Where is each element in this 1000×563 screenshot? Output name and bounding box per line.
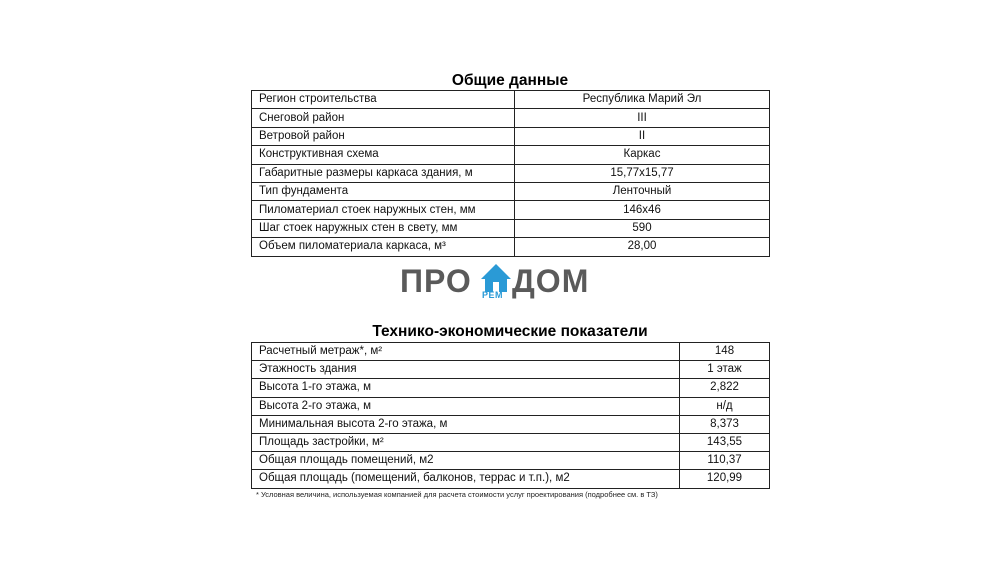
row-value: Каркас	[515, 146, 770, 164]
row-value: 143,55	[680, 433, 770, 451]
table-row	[252, 379, 770, 397]
table-row	[252, 433, 770, 451]
row-value: Ленточный	[515, 182, 770, 200]
row-label: Тип фундамента	[252, 182, 515, 200]
table-row	[252, 127, 770, 145]
row-label: Высота 1-го этажа, м	[252, 379, 680, 397]
table-row	[252, 201, 770, 219]
row-value: 146x46	[515, 201, 770, 219]
table-row	[252, 91, 770, 109]
row-label: Шаг стоек наружных стен в свету, мм	[252, 219, 515, 237]
general-data-table	[251, 90, 770, 257]
table-row	[252, 182, 770, 200]
row-label: Общая площадь помещений, м2	[252, 452, 680, 470]
row-value: 8,373	[680, 415, 770, 433]
row-value: 28,00	[515, 238, 770, 256]
table-row	[252, 470, 770, 488]
table-row	[252, 452, 770, 470]
table-row	[252, 343, 770, 361]
logo-left-text: ПРО	[400, 263, 472, 299]
tech-indicators-title: Технико-экономические показатели	[372, 323, 648, 340]
row-label: Габаритные размеры каркаса здания, м	[252, 164, 515, 182]
table-row	[252, 397, 770, 415]
logo-right-text: ДОМ	[512, 263, 590, 299]
row-value: II	[515, 127, 770, 145]
row-value: 2,822	[680, 379, 770, 397]
row-value: 148	[680, 343, 770, 361]
row-value: 15,77x15,77	[515, 164, 770, 182]
row-label: Регион строительства	[252, 91, 515, 109]
row-label: Высота 2-го этажа, м	[252, 397, 680, 415]
row-label: Общая площадь (помещений, балконов, террас и т.п.), м2	[252, 470, 680, 488]
row-label: Ветровой район	[252, 127, 515, 145]
row-label: Этажность здания	[252, 361, 680, 379]
footnote: * Условная величина, используемая компанией для расчета стоимости услуг проектирования (подробнее см. в ТЗ)	[256, 490, 658, 499]
row-label: Объем пиломатериала каркаса, м³	[252, 238, 515, 256]
row-value: 1 этаж	[680, 361, 770, 379]
table-row	[252, 238, 770, 256]
row-label: Пиломатериал стоек наружных стен, мм	[252, 201, 515, 219]
row-label: Снеговой район	[252, 109, 515, 127]
logo-sub-text: РЕМ	[482, 290, 504, 300]
table-row	[252, 146, 770, 164]
table-row	[252, 361, 770, 379]
row-value: 110,37	[680, 452, 770, 470]
table-row	[252, 164, 770, 182]
table-row	[252, 219, 770, 237]
row-label: Площадь застройки, м²	[252, 433, 680, 451]
row-value: 590	[515, 219, 770, 237]
row-value: Республика Марий Эл	[515, 91, 770, 109]
table-row	[252, 415, 770, 433]
row-value: 120,99	[680, 470, 770, 488]
row-label: Минимальная высота 2-го этажа, м	[252, 415, 680, 433]
table-row	[252, 109, 770, 127]
row-value: III	[515, 109, 770, 127]
row-value: н/д	[680, 397, 770, 415]
tech-indicators-table	[251, 342, 770, 489]
row-label: Конструктивная схема	[252, 146, 515, 164]
general-data-title: Общие данные	[451, 72, 569, 89]
row-label: Расчетный метраж*, м²	[252, 343, 680, 361]
prodom-logo	[400, 262, 600, 302]
